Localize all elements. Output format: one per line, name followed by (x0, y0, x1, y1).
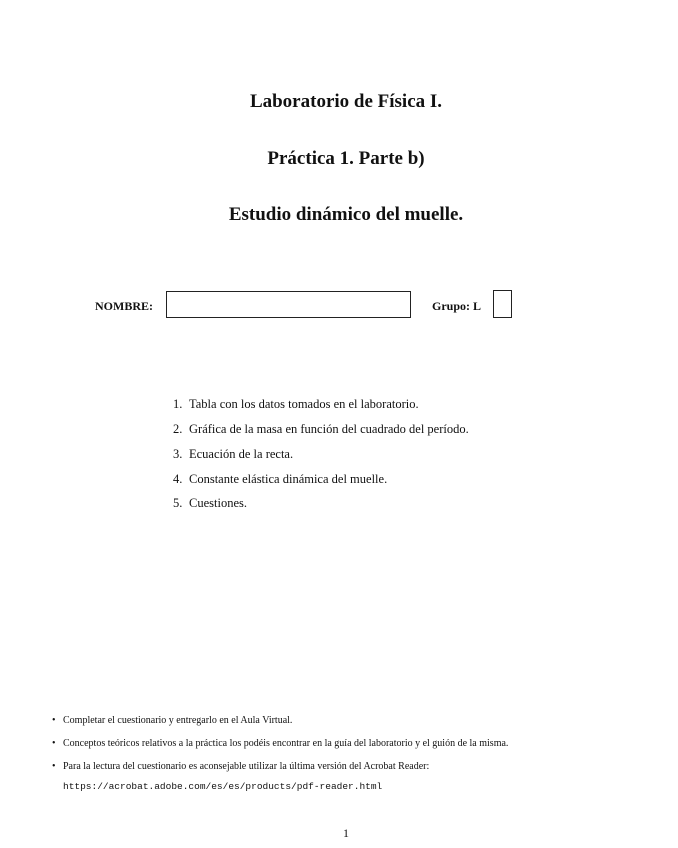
note-item: • Conceptos teóricos relativos a la práctica los podéis encontrar en la guía del laboratorio y el guión de la misma. (52, 738, 509, 749)
practice-subtitle: Práctica 1. Parte b) (267, 148, 425, 169)
list-item: 2. Gráfica de la masa en función del cuadrado del período. (173, 422, 469, 436)
note-item: • Completar el cuestionario y entregarlo en el Aula Virtual. (52, 715, 293, 726)
list-item: 4. Constante elástica dinámica del muelle. (173, 472, 388, 486)
list-item: 5. Cuestiones. (173, 496, 247, 510)
group-label: Grupo: L (432, 299, 482, 313)
name-label: NOMBRE: (95, 299, 153, 313)
page-number: 1 (343, 826, 349, 840)
bullet-icon: • (52, 761, 56, 772)
list-item: 3. Ecuación de la recta. (173, 447, 294, 461)
list-item: 1. Tabla con los datos tomados en el laboratorio. (173, 397, 419, 411)
document-title: Laboratorio de Física I. (249, 91, 443, 112)
bullet-icon: • (52, 715, 56, 726)
name-field[interactable] (166, 291, 411, 318)
bullet-icon: • (52, 738, 56, 749)
topic-heading: Estudio dinámico del muelle. (228, 204, 464, 225)
reader-link[interactable]: https://acrobat.adobe.com/es/es/products/pdf-reader.html (63, 781, 383, 792)
group-field[interactable] (493, 290, 512, 318)
note-item: • Para la lectura del cuestionario es aconsejable utilizar la última versión del Acrobat Reader: (52, 761, 430, 772)
